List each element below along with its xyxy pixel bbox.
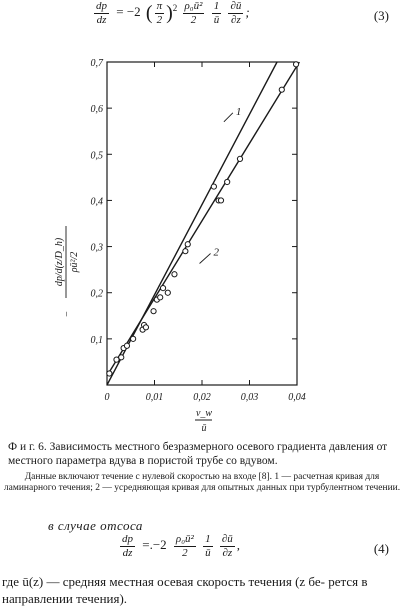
equation-4-number: (4) — [373, 541, 389, 556]
equation-3: $\frac{dp}{dz}$ = −2 ( $\frac{\pi}{2}$ )$^2$ $\frac{\text{ρ₀ū²}}{2}$ $\frac{1}{ū}$ $\frac{\partial ū}{\partial z}$ ; (3) — [96, 0, 389, 26]
x-tick-label: 0,04 — [288, 392, 306, 403]
y-tick-label: 0,6 — [90, 104, 103, 116]
y-axis-label-num: dp/d(z/D_h) — [54, 237, 65, 287]
series-label-1: 1 — [235, 105, 242, 118]
eq4-one-fraction: $\frac{1}{ū}$ — [205, 533, 211, 559]
data-point — [124, 343, 129, 348]
eq4-lhs: $\frac{dp}{dz}$ — [122, 533, 133, 559]
y-tick-label: 0,2 — [90, 288, 103, 300]
data-point — [185, 242, 190, 247]
series-label-2: 2 — [213, 246, 220, 259]
section-heading: в случае отсоса — [48, 518, 143, 533]
eq3-lhs: $\frac{dp}{dz}$ — [96, 0, 107, 26]
y-tick-label: 0,1 — [90, 334, 103, 346]
series-line-2 — [107, 62, 299, 376]
scatter-chart — [0, 50, 403, 440]
y-tick-label: 0,4 — [90, 196, 103, 208]
eq3-rho-fraction: $\frac{\text{ρ₀ū²}}{2}$ — [184, 0, 203, 26]
y-axis-label-den: ρū²/2 — [69, 251, 80, 273]
x-tick-label: 0,02 — [193, 392, 211, 403]
x-tick-label: 0 — [104, 392, 110, 403]
data-point — [151, 309, 156, 314]
body-paragraph: где ū(z) — средняя местная осевая скорость течения (z бе- рется в направлении течения). — [2, 574, 368, 606]
data-point — [279, 87, 284, 92]
series-leader-1 — [224, 113, 233, 122]
eq3-one-fraction: $\frac{1}{ū}$ — [213, 0, 220, 26]
data-point — [172, 272, 177, 277]
series-leader-2 — [200, 253, 211, 263]
y-axis-label-minus: − — [62, 310, 73, 318]
eq4-rho-fraction: $\frac{\text{ρ₀ū²}}{2}$ — [175, 533, 194, 559]
figure-caption-details: Данные включают течение с нулевой скоростью на входе [8]. 1 — расчетная кривая для ламинарного течения; 2 — усредняющая кривая для опытных данных при турбулентном течении. — [3, 472, 401, 493]
data-point — [293, 62, 298, 67]
eq3-pi-fraction: $\frac{\pi}{2}$ — [156, 0, 163, 26]
eq4-du-fraction: $\frac{\partial ū}{\partial z}$ — [221, 533, 233, 559]
figure-caption: Ф и г. 6. Зависимость местного безразмерного осевого градиента давления от местного параметра вдува в пористой трубе со вдувом. — [8, 441, 388, 467]
chart-labels — [200, 106, 242, 264]
y-tick-label: 0,3 — [90, 242, 103, 254]
data-point — [131, 336, 136, 341]
data-point — [107, 371, 112, 376]
data-point — [211, 184, 216, 189]
data-point — [225, 179, 230, 184]
y-tick-label: 0,7 — [90, 58, 103, 69]
x-tick-label: 0,01 — [145, 392, 164, 403]
data-point — [237, 156, 242, 161]
x-tick-label: 0,03 — [240, 392, 259, 403]
x-axis-label-num: v_w — [195, 408, 213, 419]
x-axis-label-den: ū — [201, 423, 207, 434]
data-point — [183, 249, 188, 254]
data-point — [165, 290, 170, 295]
data-point — [119, 355, 124, 360]
equation-4: $\frac{dp}{dz}$ =.−2 $\frac{\text{ρ₀ū²}}{2}$ $\frac{1}{ū}$ $\frac{\partial ū}{\partial z}$ , (4) — [122, 533, 389, 559]
data-point — [218, 198, 223, 203]
y-axis-label — [54, 226, 80, 317]
plot-frame — [107, 62, 297, 385]
data-point — [160, 286, 165, 291]
chart-lines — [107, 62, 299, 385]
eq3-du-fraction: $\frac{\partial ū}{\partial z}$ — [230, 0, 242, 26]
data-point — [158, 295, 163, 300]
data-point — [143, 325, 148, 330]
y-tick-label: 0,5 — [90, 150, 103, 162]
equation-3-number: (3) — [373, 8, 389, 23]
